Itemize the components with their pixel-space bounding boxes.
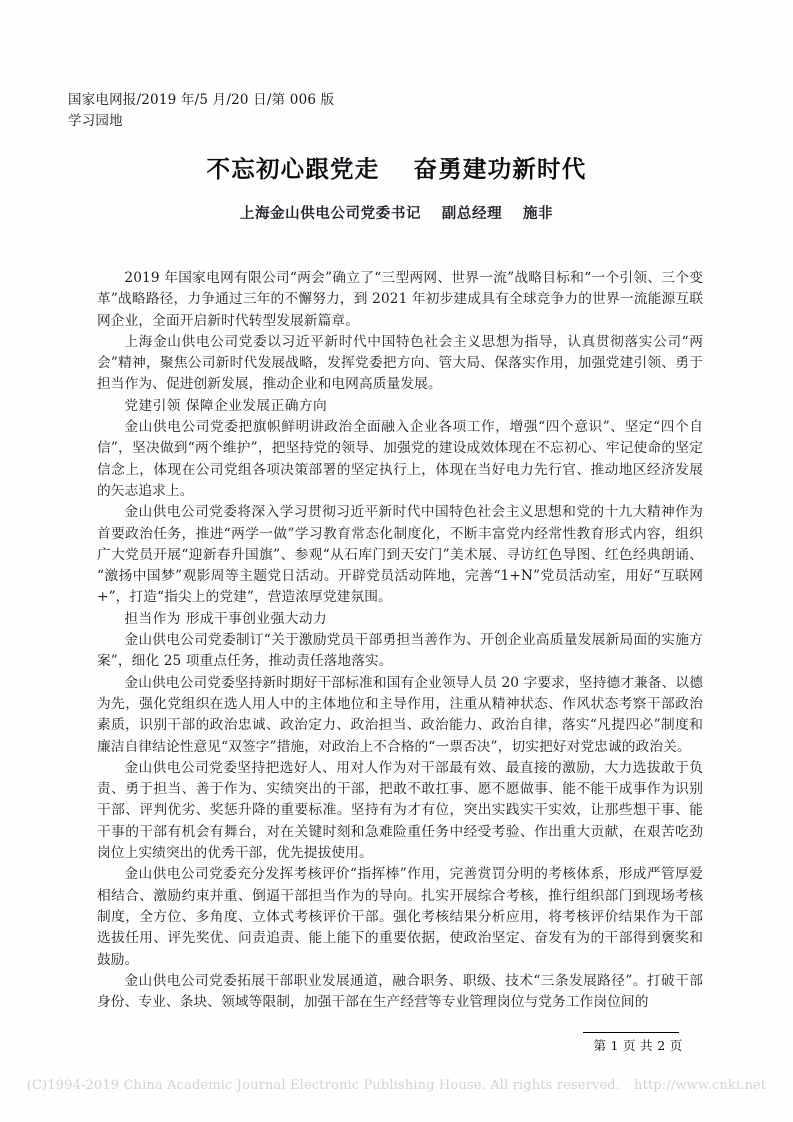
section-subheading: 党建引领 保障企业发展正确方向 [124,397,328,414]
section-subheading: 担当作为 形成干事创业强大动力 [124,610,328,627]
body-paragraph: 金山供电公司党委坚持把选好人、用对人作为对干部最有效、最直接的激励，大力选拔敢于负责、勇于担当、善于作为、实绩突出的干部，把敢不敢扛事、愿不愿做事、能不能干成事作为识别干部、评判优劣、奖惩升降的重要标准。坚持有为才有位，突出实践实干实效，让那些想干事、能干事的干部有机会有舞台，对在关键时刻和急难险重任务中经受考验、作出重大贡献，在艰苦吃劲岗位上实绩突出的优秀干部，优先提拔使用。 [97,759,703,862]
body-paragraph: 金山供电公司党委坚持新时期好干部标准和国有企业领导人员 20 字要求，坚持德才兼备、以德为先，强化党组织在选人用人中的主体地位和主导作用，注重从精神状态、作风状态考察干部政治素质，识别干部的政治忠诚、政治定力、政治担当、政治能力、政治自律，落实“凡提四必”制度和廉洁自律结论性意见“双签字”措施，对政治上不合格的“一票否决”，切实把好对党忠诚的政治关。 [97,674,703,755]
body-paragraph: 金山供电公司党委充分发挥考核评价“指挥棒”作用，完善赏罚分明的考核体系，形成严管厚爱相结合、激励约束并重、倒逼干部担当作为的导向。扎实开展综合考核，推行组织部门到现场考核制度，全方位、多角度、立体式考核评价干部。强化考核结果分析应用，将考核评价结果作为干部选拔任用、评先奖优、问责追责、能上能下的重要依据，使政治坚定、奋发有为的干部得到褒奖和鼓励。 [97,866,703,968]
page-indicator-label: 第 1 页 共 2 页 [593,1038,683,1053]
cnki-url[interactable]: http://www.cnki.net [634,1078,767,1093]
article-body [97,268,703,1013]
page-indicator-rule [583,1032,679,1033]
body-paragraph: 2019 年国家电网有限公司“两会”确立了“三型两网、世界一流”战略目标和“一个引领、三个变革”战略路径，力争通过三年的不懈努力，到 2021 年初步建成具有全球竞争力的世界一流能源互联网企业，全面开启新时代转型发展新篇章。 [97,270,703,329]
masthead-source-line: 国家电网报/2019 年/5 月/20 日/第 006 版 [68,92,335,108]
author-byline: 上海金山供电公司党委书记 副总经理 施非 [239,206,554,222]
page-title: 不忘初心跟党走 奋勇建功新时代 [206,155,587,183]
body-paragraph: 上海金山供电公司党委以习近平新时代中国特色社会主义思想为指导，认真贯彻落实公司“两会”精神，聚焦公司新时代发展战略，发挥党委把方向、管大局、保落实作用，加强党建引领、勇于担当作为、促进创新发展，推动企业和电网高质量发展。 [97,333,703,393]
masthead-section-line: 学习园地 [68,113,123,129]
title-block [0,152,793,226]
cnki-copyright-text: (C)1994-2019 China Academic Journal Electronic Publishing House. All rights reserved. [26,1078,621,1093]
masthead [68,90,728,132]
cnki-footer [0,1076,793,1096]
body-paragraph: 金山供电公司党委制订“关于激励党员干部勇担当善作为、开创企业高质量发展新局面的实施方案”，细化 25 项重点任务，推动责任落地落实。 [97,632,703,670]
body-paragraph: 金山供电公司党委将深入学习贯彻习近平新时代中国特色社会主义思想和党的十九大精神作为首要政治任务，推进“两学一做”学习教育常态化制度化，不断丰富党内经常性教育形式内容，组织广大党员开展“迎新春升国旗”、参观“从石库门到天安门”美术展、寻访红色导图、红色经典朗诵、“激扬中国梦”观影周等主题党日活动。开辟党员活动阵地，完善“1+N”党员活动室，用好“互联网+”，打造“指尖上的党建”，营造浓厚党建氛围。 [97,504,703,606]
page-indicator [583,1032,693,1055]
body-paragraph: 金山供电公司党委拓展干部职业发展通道，融合职务、职级、技术“三条发展路径”。打破干部身份、专业、条块、领域等限制，加强干部在生产经营等专业管理岗位与党务工作岗位间的 [97,972,703,1011]
body-paragraph: 金山供电公司党委把旗帜鲜明讲政治全面融入企业各项工作，增强“四个意识”、坚定“四个自信”，坚决做到“两个维护”，把坚持党的领导、加强党的建设成效体现在不忘初心、牢记使命的坚定信念上，体现在公司党组各项决策部署的坚定执行上，体现在当好电力先行官、推动地区经济发展的矢志追求上。 [97,419,703,499]
